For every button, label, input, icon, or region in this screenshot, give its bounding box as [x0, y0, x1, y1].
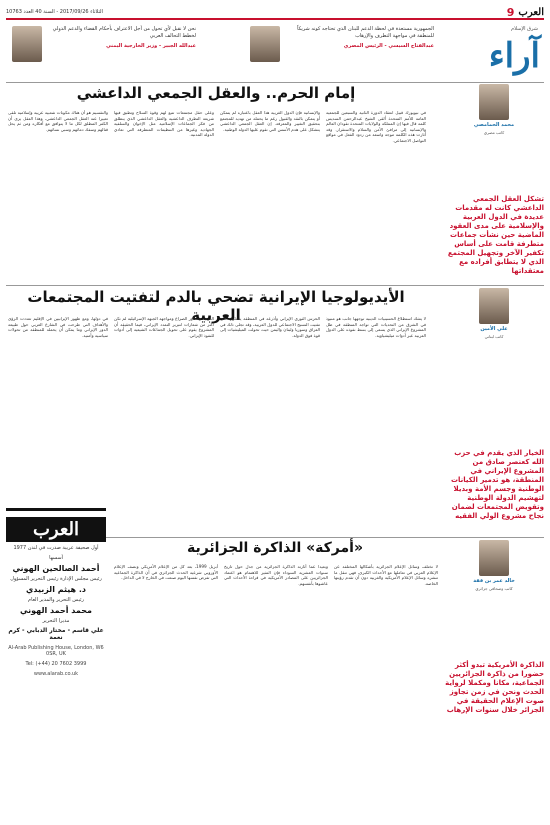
article-headline: الأيديولوجيا الإيرانية تضحي بالدم لتفتيت المجتمعات العربية: [27, 288, 405, 324]
quote-name: عبدالله الجبير - وزير الخارجية اليمني: [106, 43, 196, 49]
avatar: [12, 26, 42, 62]
article-column: وعلى حقل مجتمعات تتبع لهم وقوة السلاح وتطبق فيها شريعة التطرف الداعشية والعقل الداعشي الذي ينطلق من فكر الجماعات الإسلامية مثل الإخوان والسلفية الجهادية وغيرها من التنظيمات المتطرفة التي تعادي الدولة المدنية.: [114, 110, 214, 138]
author-role: كاتب وصحافي جزائري: [475, 586, 513, 591]
page-number: 9: [506, 5, 515, 19]
avatar: [479, 288, 509, 324]
article: [6, 288, 544, 536]
quote-box: [12, 26, 196, 78]
editor-name: محمد أحمد الهوني: [20, 606, 92, 615]
article-column: الحرس الثوري الإيراني وأذرعه في المنطقة يعملون على تفتيت النسيج الاجتماعي للدول العربية، وقد تجلى ذلك في العراق وسوريا ولبنان واليمن حيث تحولت الميليشيات إلى قوة فوق الدولة.: [220, 316, 320, 338]
article-sidebar: [444, 84, 544, 276]
article-headline: إمام الحرم.. والعقل الجمعي الداعشي: [76, 84, 356, 102]
article-column: لا تختلف وسائل الإعلام الجزائرية بأشكالها المختلفة عن الإعلام العربي في تعاملها مع الأحداث الكبرى، فهي تنقل ما تنشره وسائل الإعلام الأمريكية والغربية دون أن تقدم رؤيتها الخاصة.: [334, 564, 438, 586]
newspaper-logo: العرب: [518, 6, 544, 18]
article-columns: [112, 564, 438, 818]
article-column: في دولها، ومع ظهور الإيرانيين في الإقليم تعددت الرؤى والأهداف التي طرحت في الشارع العربي حول طبيعة الدور الإيراني وما يمكن أن يحمله للمنطقة من تحولات سياسية وأمنية.: [8, 316, 108, 338]
author-name: محمد الحمامصي: [473, 122, 515, 128]
issue-info: الثلاثاء 2017/09/26 - السنة 40 العدد 10763: [6, 9, 103, 15]
pull-quote: الخيار الذي يقدم في حزب الله كعنصر صادق من المشروع الإيراني في المنطقة، هو تدمير الكيانات الوطنية وجسم الأمة وبديلا لتهشيم الدولة الوطنية وتقويض المجتمعات لضمان نجاح مشروع الولي الفقيه: [451, 449, 544, 520]
article-column: والتقسيم هو أن هناك مكونات شعبية عربية وإسلامية تلقى تعبيرا عنه العقل الجمعي الداعشي، وهذا العقل يرى أن الكفر المطلق لكل ما لا يتوافق مع أفكاره ومن ثم يحل قتالهم وسفك دمائهم وسبي نسائهم.: [8, 110, 108, 132]
quote-text: نحن لا نقبل لأي تحول من أجل الاعتراف بأحكام القضاء والدعم الدولي لخطط التحالف العربي: [52, 26, 196, 39]
avatar: [479, 84, 509, 120]
byline: [444, 84, 544, 135]
article-column: وبعيدا عما أثارته الذاكرة الجزائرية من جدل حول تاريخ سنوات العشرية السوداء فإن المثير للاهتمام هو اعتماد الجزائريين على المصادر الأمريكية في قراءة الأحداث التي عاشوها بأنفسهم.: [224, 564, 328, 586]
chair-label: رئيس مجلس الإدارة رئيس التحرير المسؤول: [10, 576, 102, 582]
founded-note: أول صحيفة عربية صدرت في لندن 1977: [13, 545, 99, 551]
author-role: كاتب لبناني: [484, 334, 504, 339]
chair-name: د. هيثم الزبيدي: [25, 585, 86, 594]
avatar: [250, 26, 280, 62]
top-band: [6, 22, 544, 82]
divider: [6, 285, 544, 286]
managers-names: علي قاسم - مختار الدبابي - كرم نعمة: [8, 627, 104, 641]
byline: [444, 540, 544, 591]
article: [112, 540, 544, 820]
pull-quote: تشكل العقل الجمعي الداعشي كانت له مقدمات عديدة في الدول العربية والإسلامية على مدى العقود الماضية حين نشأت جماعات متطرفة قامت على أساس تكفير الآخر وتجهيل المجتمع الذي لا يتطابق أفراده مع معتقداتها: [447, 195, 544, 275]
article-column: والإنسانية فإن الدول الغربية هذا العقل باعتباره لم يتمكن أو يتمكن بالنقد والقبول رغم ما يحمله من تهديد للمجتمع بتحقيق التغيير والمعرفة. إن العقل الجمعي الداعشي يتشكل على هدم الأسس التي تقوم عليها الدولة الوطنية.: [220, 110, 320, 132]
address: Al-Arab Publishing House, London, W6 0SR, UK: [8, 645, 104, 657]
masthead-logo: العرب: [6, 517, 106, 542]
article-columns: [6, 316, 426, 532]
article-sidebar: [444, 288, 544, 521]
article-column: العربية ومحاور الصراع ومواجهة الجبهة الإسرائيلية لم تكن أكثر من شعارات لتبرير التمدد الإيراني، فيما الحقيقة أن المشروع يقوم على تحويل الجماعات الشيعية إلى أدوات للنفوذ الإيراني.: [114, 316, 214, 338]
page-header: [6, 6, 544, 20]
article-sidebar: [444, 540, 544, 715]
divider: [6, 82, 544, 83]
article-column: لا يشك استطلاع الحسينيات الدينية توجهها جانب هو منبوذ في الشرق من التحديات التي تواجه المنطقة في ظل المشروع الإيراني الذي يسعى إلى بسط نفوذه على الدول العربية عبر أدوات ميليشياوية.: [326, 316, 426, 338]
header-left: [507, 6, 544, 19]
author-name: خالد عمر بن ققة: [473, 578, 515, 584]
article-column: في نيويورك قبيل انعقاد الدورة الثانية والسبعين للجمعية العامة للأمم المتحدة ألقى الشيخ عبدالرحمن السديس كلمة قال فيها إن المملكة والولايات المتحدة تقودان العالم والإنسانية إلى مرافئ الأمن والسلام والاستقرار. وقد أثارت هذه الكلمة موجة واسعة من ردود الفعل في مواقع التواصل الاجتماعي.: [326, 110, 426, 143]
quote-text: الجمهورية مستعدة في لحظة الدعم للبنان الذي تحتاجه كونه شريكاً للمنطقة في مواجهة التطرف والإرهاب: [297, 26, 434, 39]
founder-name: أحمد الصالحين الهوني: [12, 564, 100, 573]
masthead: [6, 508, 106, 820]
phone: Tel: (+44) 20 7602 3999: [25, 661, 87, 667]
article: [6, 84, 544, 282]
article-columns: [6, 110, 426, 280]
section-subtitle: شرق الإسلام: [511, 26, 538, 32]
byline: [444, 288, 544, 339]
author-role: كاتب مصري: [483, 130, 505, 135]
pull-quote: الذاكرة الأمريكية تبدو أكثر حضورا من ذاكرة الجزائريين الجماعية، مكانا ومكملا لرواية الحدث ونحن في زمن تجاوز صوت الإعلام الحقيقة في الجزائر خلال سنوات الإرهاب: [445, 661, 544, 714]
quote-name: عبدالفتاح السيسي - الرئيس المصري: [343, 43, 434, 49]
founder-label: أسسها: [49, 555, 63, 561]
editor-label: رئيس التحرير والمدير العام: [28, 597, 84, 603]
author-name: علي الأمين: [480, 326, 508, 332]
avatar: [479, 540, 509, 576]
quote-box: [250, 26, 434, 78]
section-title: آراء: [488, 36, 540, 76]
managers-label: مديرا التحرير: [42, 618, 70, 624]
article-headline: «أمركة» الذاكرة الجزائرية: [186, 540, 364, 556]
article-column: أبريل 1999، بعد كل من الإعلام الأمريكي ونصف الإعلام الأوروبي شرعية الحدث الجزائري في أن الذاكرة الجماعية التي تفرض نفسها اليوم صنعت في الخارج لا في الداخل.: [114, 564, 218, 581]
website-link[interactable]: www.alarab.co.uk: [33, 671, 79, 677]
